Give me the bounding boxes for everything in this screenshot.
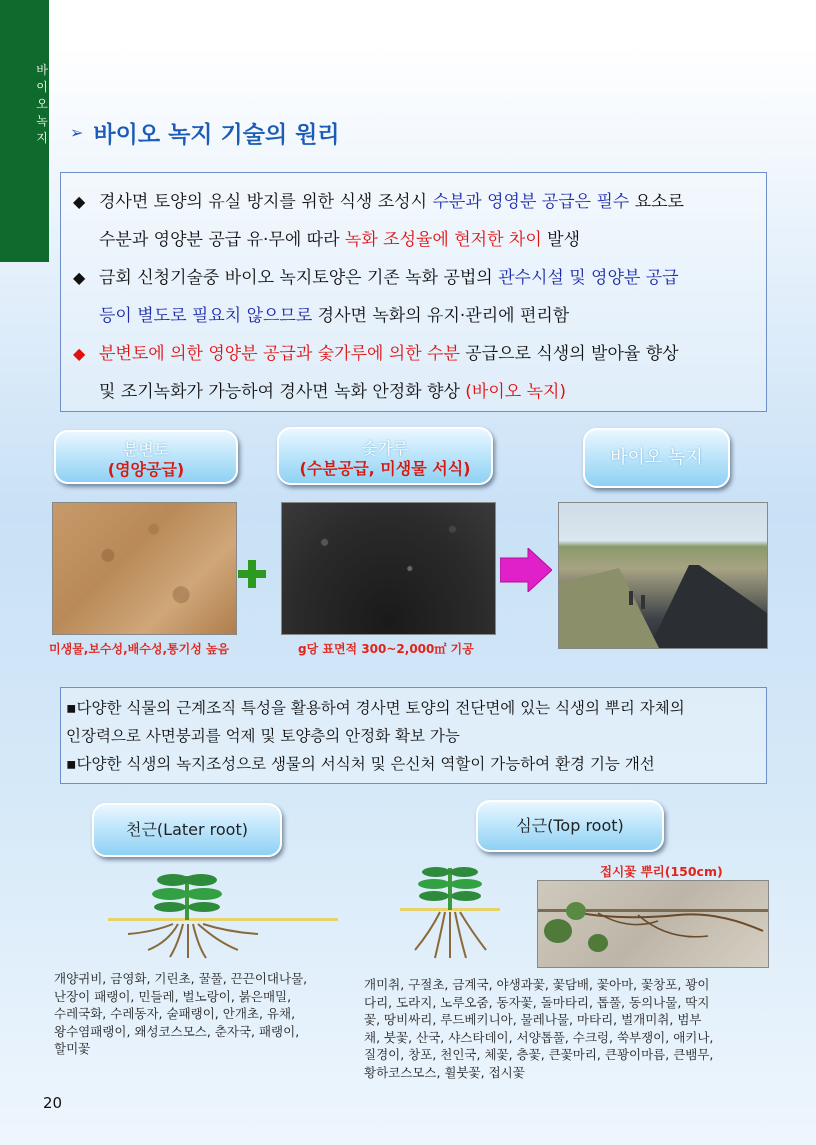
plant-list-line: 다리, 도라지, 노루오줌, 동자꽃, 돌마타리, 톱풀, 동의나물, 딱지 <box>364 994 710 1010</box>
highlight-text: 수분과 영영분 공급은 필수 <box>432 192 630 212</box>
shallow-root-plant-illustration <box>108 862 338 962</box>
charcoal-caption: g당 표면적 300~2,000㎡ 기공 <box>298 642 474 656</box>
shallow-root-plant-list <box>54 970 354 1058</box>
pill-line: (수분공급, 미생물 서식) <box>299 459 471 478</box>
principle-line-4 <box>99 301 569 326</box>
plant-list-line: 황하코스모스, 휠붓꽃, 접시꽃 <box>364 1064 525 1080</box>
principle-line-6 <box>99 377 566 402</box>
page-number: 20 <box>43 1094 63 1112</box>
right-arrow-icon <box>500 548 552 592</box>
plant-list-line: 개미취, 구절초, 금계국, 야생과꽃, 꽃담배, 꽃아마, 꽃창포, 꽝이 <box>364 977 710 992</box>
root-effect-line-1: ▪다양한 식물의 근계조직 특성을 활용하여 경사면 토양의 전단면에 있는 식생의 뿌리 자체의 <box>66 699 685 717</box>
text: 공급으로 식생의 발아율 향상 <box>459 344 679 364</box>
plant-list-line: 수레국화, 수레동자, 술패랭이, 안개초, 유채, <box>54 1006 296 1021</box>
soil-label-pill <box>54 430 238 484</box>
diamond-bullet-icon: ◆ <box>73 192 86 211</box>
soil-caption: 미생물,보수성,배수성,통기성 높음 <box>49 642 230 656</box>
pill-line: (영양공급) <box>107 460 185 479</box>
diamond-bullet-icon: ◆ <box>73 344 86 363</box>
soil-photo <box>52 502 237 635</box>
highlight-text: 관수시설 및 영양분 공급 <box>498 268 679 288</box>
text: 발생 <box>541 230 581 250</box>
sidebar-char: 이 <box>36 80 48 94</box>
root-effect-line-3: ▪다양한 식생의 녹지조성으로 생물의 서식처 및 은신처 역할이 가능하여 환경 기능 개선 <box>66 755 655 773</box>
sidebar-char: 지 <box>36 131 48 145</box>
section-title <box>70 116 340 149</box>
section-title-text: 바이오 녹지 기술의 원리 <box>93 122 340 148</box>
plant-list-line: 개양귀비, 금영화, 기린초, 꿀풀, 끈끈이대나물, <box>54 971 308 986</box>
slope-site-photo <box>558 502 768 649</box>
arrow-bullet-icon: ➢ <box>70 123 84 142</box>
text: 수분과 영양분 공급 유·무에 따라 <box>99 230 345 250</box>
sidebar-char: 오 <box>36 97 48 111</box>
pill-line: 바이오 녹지 <box>610 447 703 468</box>
text: 및 조기녹화가 가능하여 경사면 녹화 안정화 향상 <box>99 382 466 402</box>
principle-line-5 <box>73 339 679 364</box>
root-photo-caption: 접시꽃 뿌리(150cm) <box>600 864 723 879</box>
text: 금회 신청기술중 바이오 녹지토양은 기존 녹화 공법의 <box>99 268 499 288</box>
highlight-text: (바이오 녹지) <box>465 382 567 402</box>
highlight-text: 등이 별도로 필요치 않으므로 <box>99 306 313 326</box>
sidebar-label <box>35 62 49 147</box>
top-root-pill <box>476 800 664 852</box>
plant-list-line: 왕수염패랭이, 왜성코스모스, 춘자국, 패랭이, <box>54 1023 300 1039</box>
text: 요소로 <box>629 192 684 212</box>
highlight-text: 분변토에 의한 영양분 공급과 숯가루에 의한 수분 <box>99 344 460 364</box>
pill-line: 숯가루 <box>361 439 409 458</box>
charcoal-photo <box>281 502 496 635</box>
plant-list-line: 채, 붓꽃, 산국, 샤스타데이, 서양톱풀, 수크렁, 쑥부쟁이, 애키나, <box>364 1029 714 1045</box>
root-effect-line-2: 인장력으로 사면붕괴를 억제 및 토양층의 안정화 확보 가능 <box>66 727 460 745</box>
plant-list-line: 꽃, 땅비싸리, 루드베키니아, 물레나물, 마타리, 벌개미취, 범부 <box>364 1012 702 1027</box>
pill-line: 분변토 <box>122 440 170 459</box>
sidebar-char: 녹 <box>36 114 48 128</box>
text: 경사면 토양의 유실 방지를 위한 식생 조성시 <box>99 192 433 212</box>
principle-line-3 <box>73 263 679 288</box>
bio-green-pill <box>583 428 730 488</box>
hollyhock-root-photo <box>537 880 769 968</box>
pill-line: 심근(Top root) <box>516 816 624 835</box>
later-root-pill <box>92 803 282 857</box>
pill-line: 천근(Later root) <box>126 820 248 839</box>
highlight-text: 녹화 조성율에 현저한 차이 <box>344 230 542 250</box>
sidebar-band <box>0 0 49 262</box>
plant-list-line: 난장이 패랭이, 민들레, 벌노랑이, 붉은매밀, <box>54 988 292 1004</box>
deep-root-plant-illustration <box>400 862 500 962</box>
root-effect-box <box>60 687 767 784</box>
diamond-bullet-icon: ◆ <box>73 268 86 287</box>
text: 경사면 녹화의 유지·관리에 편리함 <box>312 306 570 326</box>
deep-root-plant-list <box>364 976 764 1081</box>
principle-box <box>60 172 767 412</box>
plus-icon <box>238 560 266 588</box>
sidebar-char: 바 <box>36 63 48 77</box>
plant-list-line: 질경이, 창포, 천인국, 체꽃, 층꽃, 큰꽃마리, 큰꽝이마름, 큰뱀무, <box>364 1047 714 1062</box>
principle-line-2 <box>99 225 580 250</box>
plant-list-line: 할미꽃 <box>54 1041 91 1056</box>
charcoal-label-pill <box>277 427 493 485</box>
principle-line-1 <box>73 187 684 212</box>
